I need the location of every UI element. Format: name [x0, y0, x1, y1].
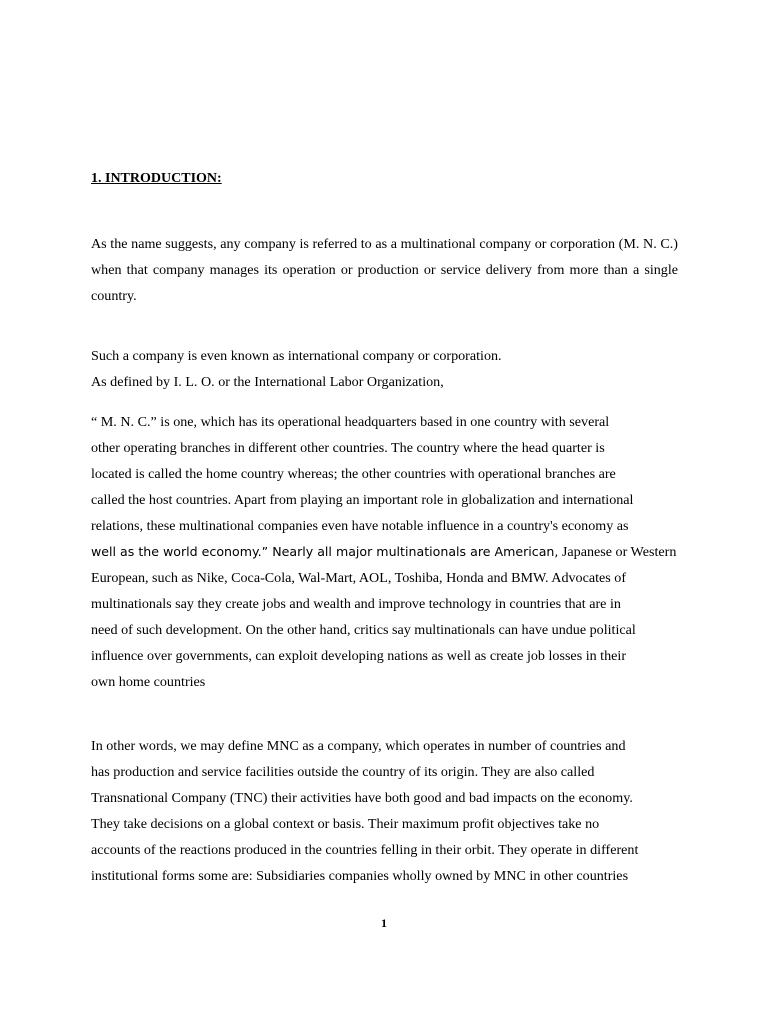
paragraph-line: relations, these multinational companies even have notable influence in a country's economy as [91, 518, 629, 534]
paragraph-line: They take decisions on a global context or basis. Their maximum profit objectives take no [91, 816, 600, 832]
paragraph-definition [91, 409, 676, 695]
paragraph-line-segment: well as the world economy.” Nearly all major multinationals are American, [91, 544, 559, 559]
paragraph-line: called the host countries. Apart from playing an important role in globalization and international [91, 492, 634, 508]
paragraph-line: As defined by I. L. O. or the International Labor Organization, [91, 374, 444, 390]
paragraph-line: institutional forms some are: Subsidiaries companies wholly owned by MNC in other countries [91, 868, 629, 884]
section-heading: 1. INTRODUCTION: [91, 171, 222, 186]
paragraph-line: has production and service facilities outside the country of its origin. They are also called [91, 764, 595, 780]
paragraph-line: “ M. N. C.” is one, which has its operational headquarters based in one country with several [91, 414, 610, 430]
page-number: 1 [381, 916, 387, 930]
paragraph-line: located is called the home country whereas; the other countries with operational branches are [91, 466, 616, 482]
paragraph-line: need of such development. On the other hand, critics say multinationals can have undue political [91, 622, 636, 638]
paragraph-line: Transnational Company (TNC) their activities have both good and bad impacts on the economy. [91, 790, 633, 806]
paragraph-intro: As the name suggests, any company is referred to as a multinational company or corporation (M. N. C.) when that company manages its operation or production or service delivery from more than a single country. [91, 236, 678, 304]
paragraph-line-segment: Japanese or Western [558, 544, 677, 560]
paragraph-line: Such a company is even known as international company or corporation. [91, 348, 502, 364]
paragraph-line: accounts of the reactions produced in the countries felling in their orbit. They operate in different [91, 842, 639, 858]
paragraph-international [91, 343, 502, 395]
paragraph-line [91, 539, 676, 565]
paragraph-line: other operating branches in different other countries. The country where the head quarter is [91, 440, 605, 456]
paragraph-line: multinationals say they create jobs and wealth and improve technology in countries that are in [91, 596, 621, 612]
paragraph-other-words [91, 733, 638, 889]
paragraph-line: own home countries [91, 674, 206, 690]
paragraph-line: In other words, we may define MNC as a company, which operates in number of countries and [91, 738, 626, 754]
paragraph-line: European, such as Nike, Coca-Cola, Wal-Mart, AOL, Toshiba, Honda and BMW. Advocates of [91, 570, 627, 586]
paragraph-line: influence over governments, can exploit developing nations as well as create job losses in their [91, 648, 627, 664]
